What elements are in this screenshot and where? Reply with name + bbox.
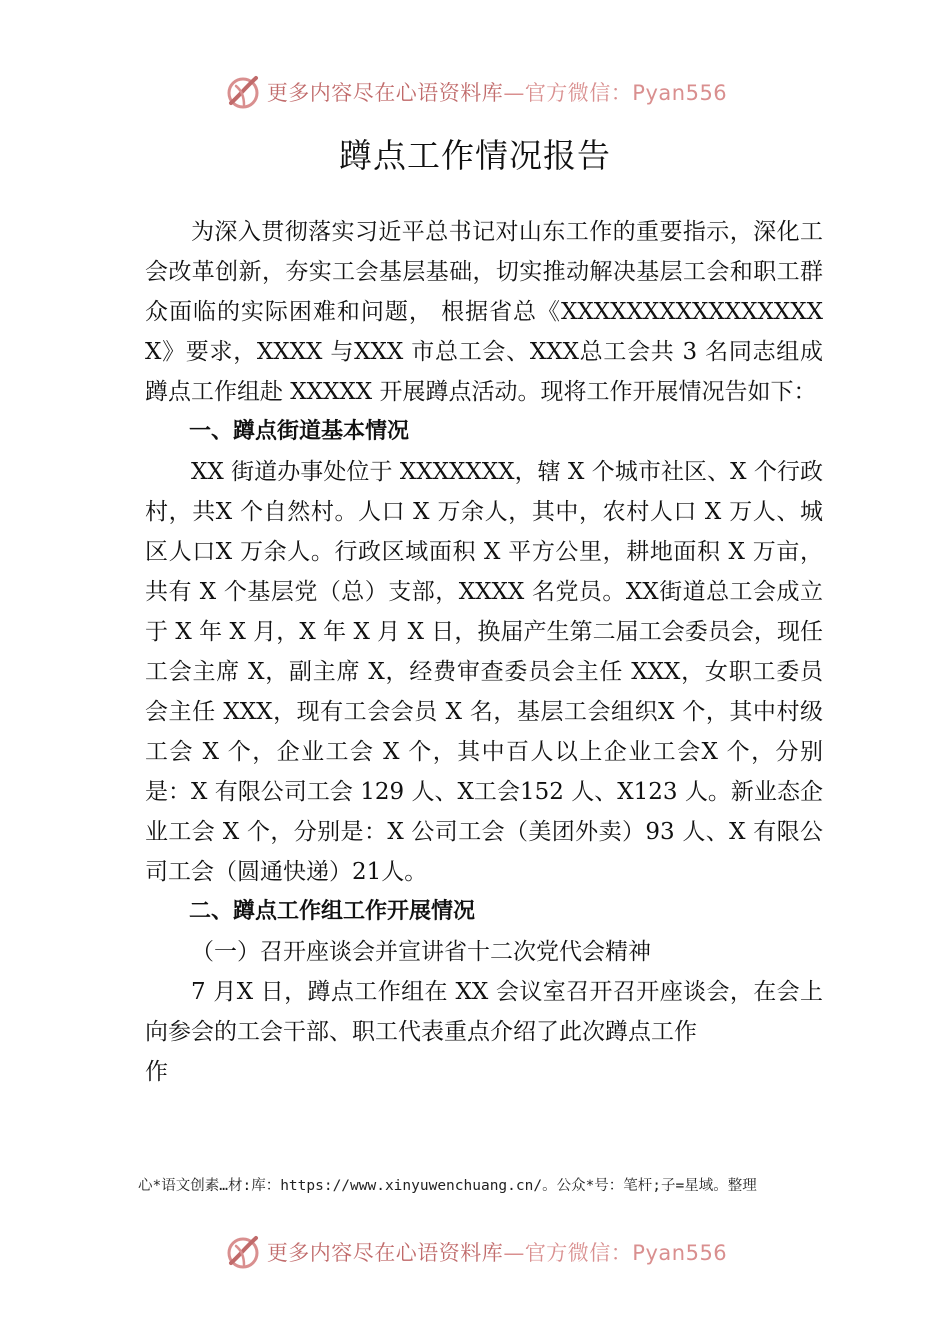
brush-logo-icon	[223, 72, 263, 112]
watermark-banner-bottom	[0, 1230, 950, 1274]
section1-paragraph: XX 街道办事处位于 XXXXXXX，辖 X 个城市社区、X 个行政村，共X 个自然村。人口 X 万余人，其中，农村人口 X 万人、城区人口X 万余人。行政区域面积 X 平方公里，耕地面积 X 万亩，共有 X 个基层党（总）支部，XXXX 名党员。XX街道总工会成立于 X 年 X 月，X 年 X 月 X 日，换届产生第二届工会委员会，现任工会主席 X，副主席 X，经费审查委员会主任 XXX，女职工委员会主任 XXX，现有工会会员 X 名，基层工会组织X 个，其中村级工会 X 个，企业工会 X 个，其中百人以上企业工会X 个，分别是：X 有限公司工会 129 人、X工会152 人、X123 人。新业态企业工会 X 个，分别是：X 公司工会（美团外卖）93 人、X 有限公司工会（圆通快递）21人。	[145, 459, 823, 885]
source-footer-note: 心*语文创素…材:库：https://www.xinyuwenchuang.cn/。公众*号：笔杆;子=星域。整理	[138, 1178, 757, 1194]
subsection1-paragraph: 7 月X 日，蹲点工作组在 XX 会议室召开召开座谈会，在会上向参会的工会干部、职工代表重点介绍了此次蹲点工作	[145, 979, 823, 1045]
subsection1-tail: 作	[145, 1059, 168, 1085]
section1-heading: 一、蹲点街道基本情况	[189, 419, 410, 444]
section2-heading: 二、蹲点工作组工作开展情况	[189, 899, 476, 924]
watermark-text: 更多内容尽在心语资料库—官方微信：Pyan556	[266, 1241, 728, 1265]
watermark-text: 更多内容尽在心语资料库—官方微信：Pyan556	[266, 81, 728, 105]
brush-logo-icon	[223, 1232, 263, 1272]
document-body	[145, 212, 823, 1092]
intro-paragraph: 为深入贯彻落实习近平总书记对山东工作的重要指示，深化工会改革创新，夯实工会基层基础，切实推动解决基层工会和职工群众面临的实际困难和问题， 根据省总《XXXXXXXXXXXXXXXXX》要求，XXXX 与XXX 市总工会、XXX总工会共 3 名同志组成蹲点工作组赴 XXXXX 开展蹲点活动。现将工作开展情况告如下：	[145, 219, 823, 405]
subsection1-heading: （一）召开座谈会并宣讲省十二次党代会精神	[191, 939, 651, 965]
watermark-banner-top	[0, 70, 950, 114]
document-title: 蹲点工作情况报告	[339, 136, 611, 175]
